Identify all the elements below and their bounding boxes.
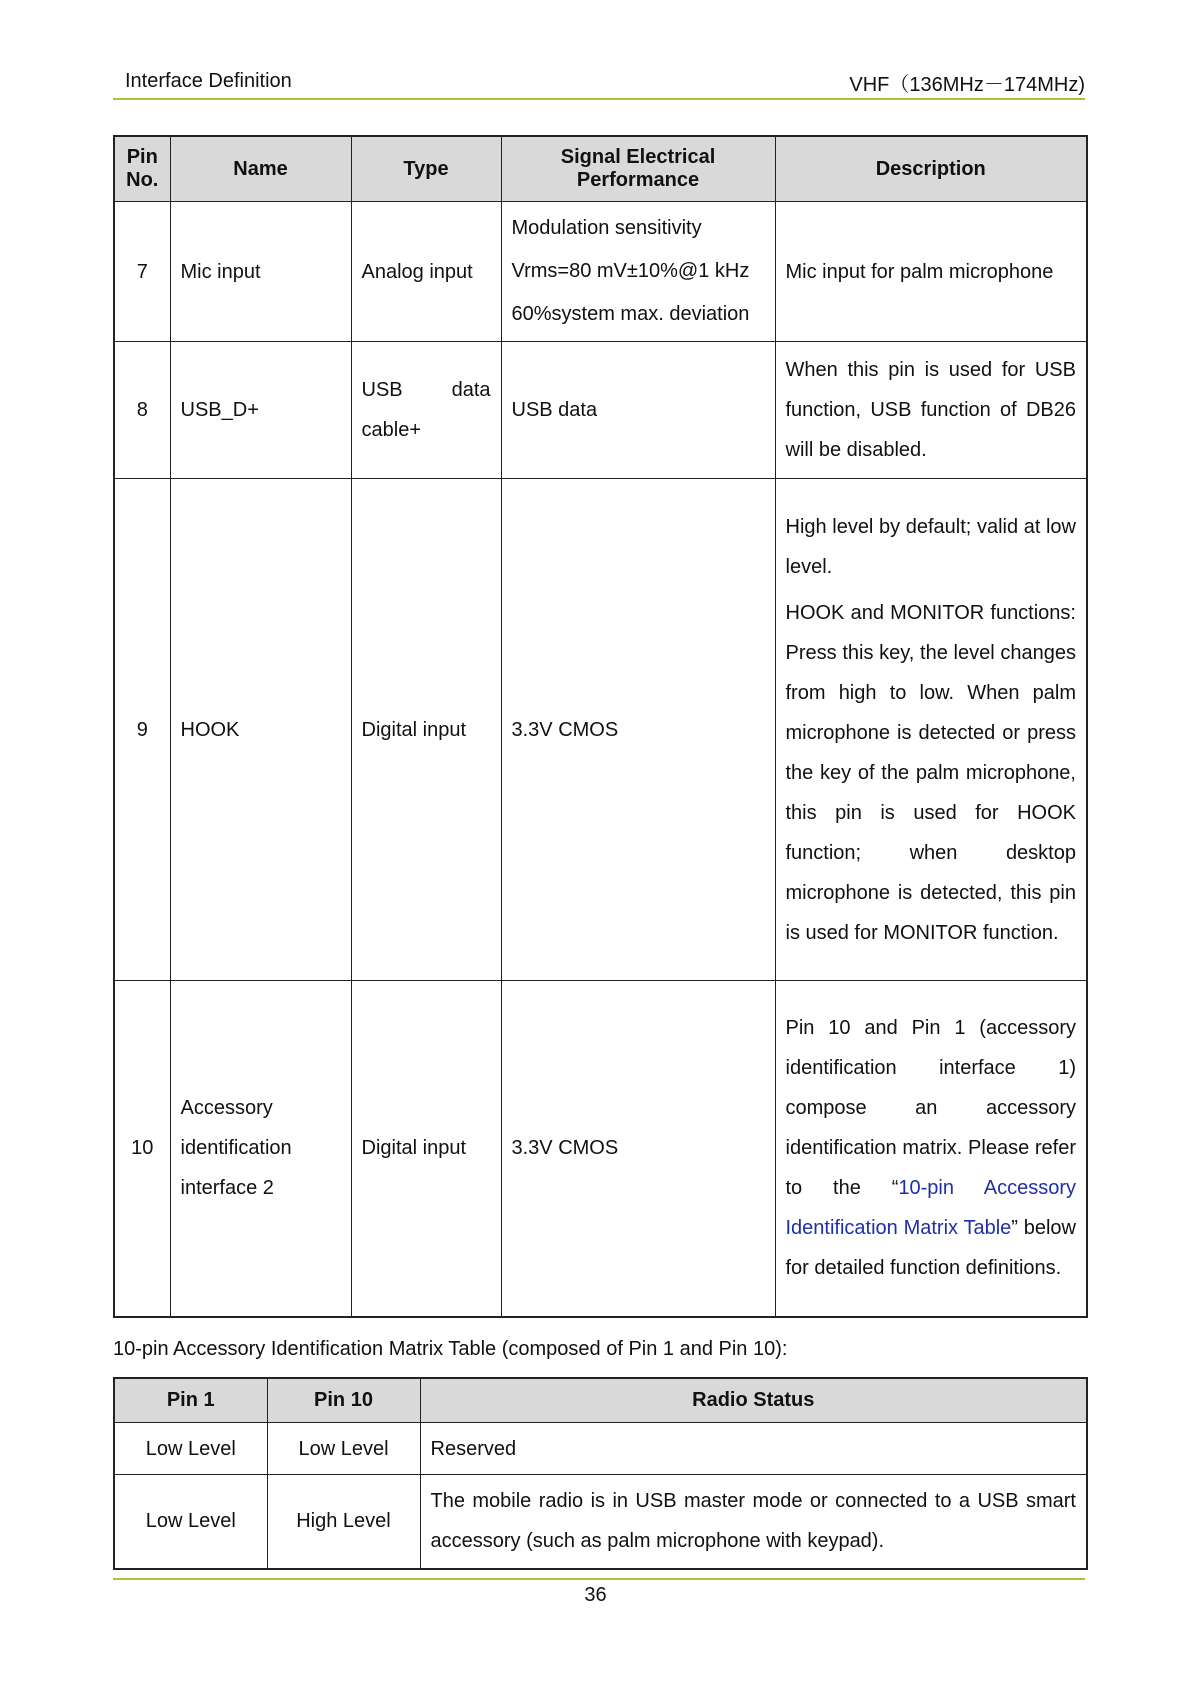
matrix-table-link[interactable]: 10-pin Accessory Identification Matrix Table	[785, 1177, 1076, 1240]
header-section-title: Interface Definition	[125, 70, 292, 92]
header-pin10: Pin 10	[267, 1378, 420, 1423]
pin-description: Mic input for palm microphone	[775, 202, 1087, 342]
page-number: 36	[584, 1584, 607, 1606]
header-type: Type	[351, 136, 501, 202]
pin-type: Digital input	[351, 981, 501, 1317]
header-pin-no: Pin No.	[114, 136, 170, 202]
pin1-level: Low Level	[114, 1423, 267, 1475]
pin-name: HOOK	[170, 479, 351, 981]
table-row	[114, 1475, 1087, 1569]
pin-number: 10	[114, 981, 170, 1317]
description-text: When this pin is used for USB function, USB function of DB26 will be disabled.	[785, 359, 1076, 461]
description-paragraph: High level by default; valid at low level.	[785, 515, 1076, 578]
header-radio-status: Radio Status	[420, 1378, 1087, 1423]
pin-description	[775, 479, 1087, 981]
pin10-level: High Level	[267, 1475, 420, 1569]
pin-name: Accessory identification interface 2	[170, 981, 351, 1317]
pin-number: 7	[114, 202, 170, 342]
pin-name: Mic input	[170, 202, 351, 342]
header-signal: Signal Electrical Performance	[501, 136, 775, 202]
pin-signal	[501, 202, 775, 342]
radio-status: Reserved	[420, 1423, 1087, 1475]
pin-number: 9	[114, 479, 170, 981]
pin-type: Analog input	[351, 202, 501, 342]
table-row	[114, 479, 1087, 981]
table-row	[114, 342, 1087, 479]
matrix-header-row	[114, 1378, 1087, 1423]
pin-number: 8	[114, 342, 170, 479]
description-before: Pin 10 and Pin 1 (accessory identification interface 1) compose an accessory identification matrix. Please refer to the “	[785, 1017, 1076, 1200]
header-description: Description	[775, 136, 1087, 202]
description-paragraph: HOOK and MONITOR functions: Press this key, the level changes from high to low. When palm microphone is detected or press the key of the palm microphone, this pin is used for HOOK function; when desktop microphone is detected, this pin is used for MONITOR function.	[785, 601, 1076, 944]
pin-definition-table	[113, 135, 1088, 1318]
pin-type: USB data cable+	[351, 342, 501, 479]
header-frequency-band: VHF（136MHz－174MHz)	[849, 74, 1085, 96]
page-header	[113, 62, 1085, 100]
footer-rule	[113, 1578, 1085, 1580]
signal-line: Modulation sensitivity	[511, 217, 702, 239]
matrix-table-caption: 10-pin Accessory Identification Matrix Table (composed of Pin 1 and Pin 10):	[113, 1338, 788, 1360]
signal-line: 60%system max. deviation	[511, 303, 750, 325]
pin-description	[775, 981, 1087, 1317]
pin-signal: USB data	[501, 342, 775, 479]
pin-name: USB_D+	[170, 342, 351, 479]
header-pin1: Pin 1	[114, 1378, 267, 1423]
pin-type: Digital input	[351, 479, 501, 981]
accessory-matrix-table	[113, 1377, 1088, 1570]
pin10-level: Low Level	[267, 1423, 420, 1475]
pin-signal: 3.3V CMOS	[501, 479, 775, 981]
pin1-level: Low Level	[114, 1475, 267, 1569]
table-row	[114, 1423, 1087, 1475]
table-row	[114, 202, 1087, 342]
table-row	[114, 981, 1087, 1317]
radio-status: The mobile radio is in USB master mode or connected to a USB smart accessory (such as palm microphone with keypad).	[420, 1475, 1087, 1569]
pin-description	[775, 342, 1087, 479]
pin-signal: 3.3V CMOS	[501, 981, 775, 1317]
header-name: Name	[170, 136, 351, 202]
signal-line: Vrms=80 mV±10%@1 kHz	[511, 260, 750, 282]
description-after: ” below for detailed function definitions.	[785, 1217, 1076, 1280]
description-text	[786, 1008, 1077, 1288]
pin-table-header-row	[114, 136, 1087, 202]
